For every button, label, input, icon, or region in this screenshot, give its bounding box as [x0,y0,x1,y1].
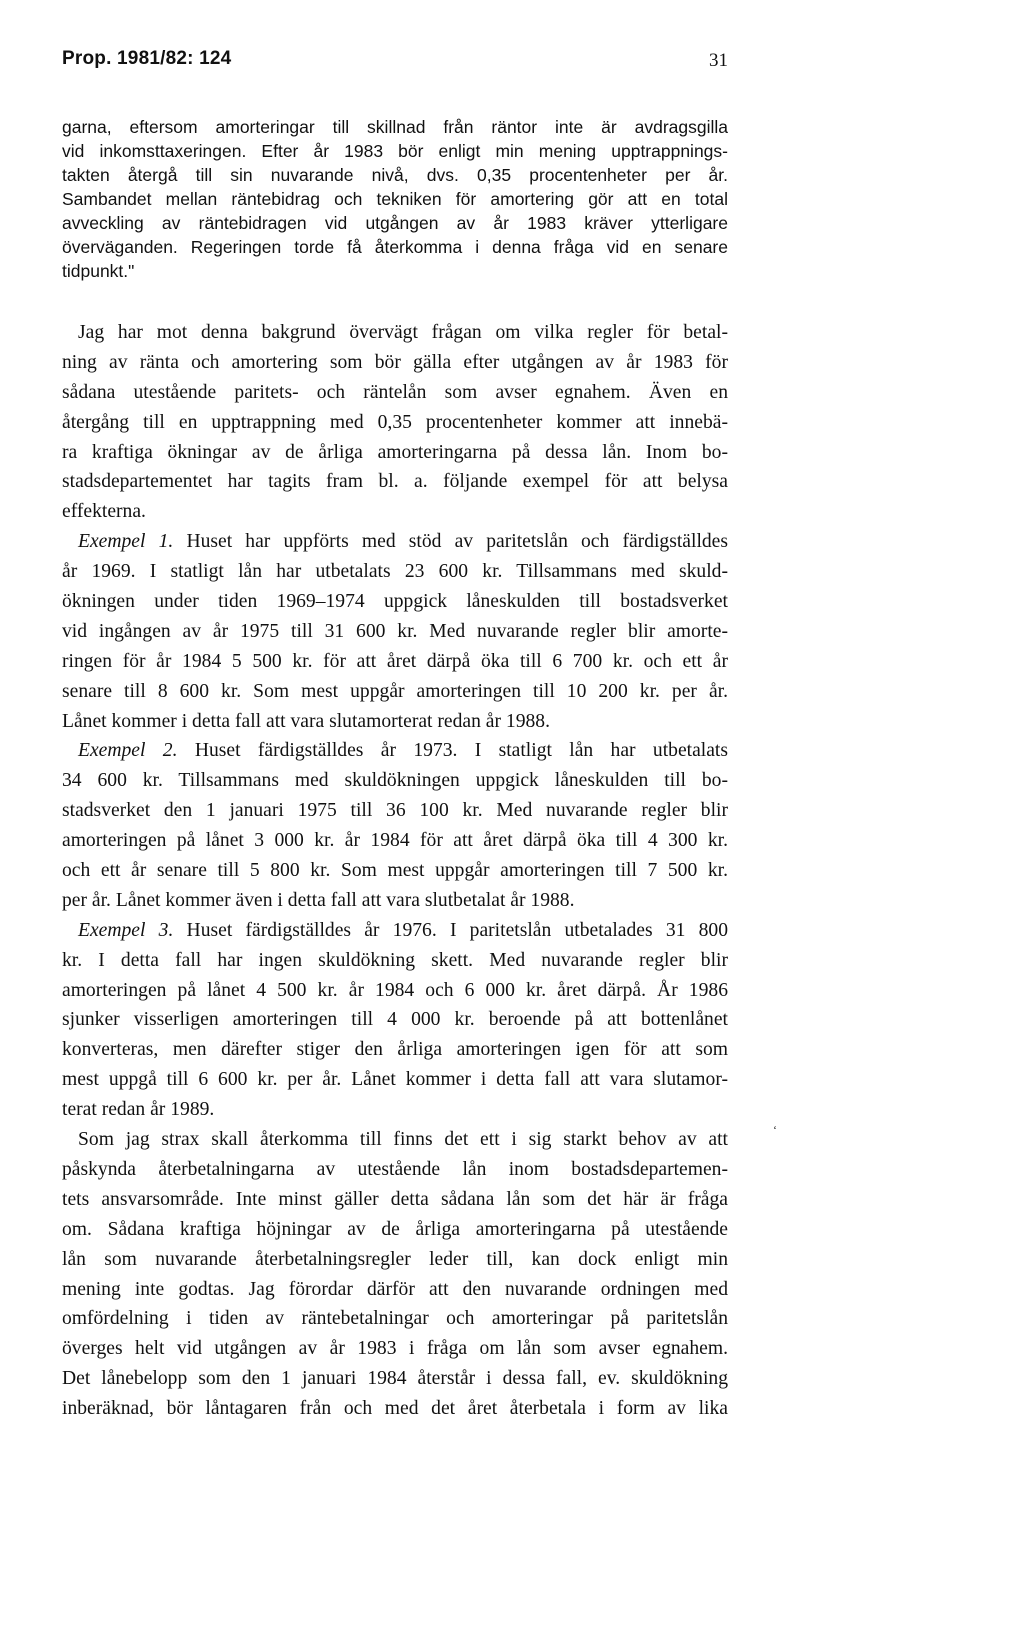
text-line [62,707,728,737]
line-text: kr. I detta fall har ingen skuldökning skett. Med nuvarande regler blir [62,949,728,971]
text-line [62,796,728,826]
text-line [62,677,728,707]
body-text [62,318,728,1424]
line-text: Sambandet mellan räntebidrag och tekniken för amortering gör att en total [62,189,728,209]
quote-line [62,139,728,163]
line-text: mening inte godtas. Jag förordar därför att den nuvarande ordningen med [62,1278,728,1300]
text-line [62,1215,728,1245]
line-text: och ett år senare till 5 800 kr. Som mest uppgår amorteringen till 7 500 kr. [62,860,728,882]
line-text: överges helt vid utgången av år 1983 i fråga om lån som avser egnahem. [62,1338,728,1360]
text-line [62,1394,728,1424]
text-line [62,946,728,976]
text-line [62,527,728,557]
text-line [62,886,728,916]
line-text: 34 600 kr. Tillsammans med skuldökningen uppgick låneskulden till bo- [62,770,728,792]
line-text: ra kraftiga ökningar av de årliga amorteringarna på dessa lån. Inom bo- [62,441,728,463]
text-line [62,736,728,766]
line-text: ning av ränta och amortering som bör gälla efter utgången av år 1983 för [62,351,728,373]
line-text: per år. Lånet kommer även i detta fall att vara slutbetalat år 1988. [62,889,575,911]
text-line [62,1095,728,1125]
quoted-passage [62,115,728,283]
line-text: effekterna. [62,501,146,523]
page-header [62,48,728,78]
line-text: Lånet kommer i detta fall att vara slutamorterat redan år 1988. [62,710,551,732]
text-line [62,617,728,647]
line-text: omfördelning i tiden av räntebetalningar och amorteringar på paritetslån [62,1308,728,1330]
text-line [62,916,728,946]
text-line [62,348,728,378]
example-label: Exempel 3. [78,919,174,941]
line-text: ringen för år 1984 5 500 kr. för att året därpå öka till 6 700 kr. och ett år [62,650,728,672]
line-text: påskynda återbetalningarna av utestående lån inom bostadsdepartemen- [62,1158,728,1180]
text-line [62,438,728,468]
line-text: garna, eftersom amorteringar till skillnad från räntor inte är avdragsgilla [62,117,728,137]
line-text: senare till 8 600 kr. Som mest uppgår amorteringen till 10 200 kr. per år. [62,680,728,702]
line-text: konverteras, men därefter stiger den årliga amorteringen igen för att som [62,1039,728,1061]
text-line [62,856,728,886]
line-text: amorteringen på lånet 4 500 kr. år 1984 och 6 000 kr. året därpå. År 1986 [62,979,728,1001]
scan-speck: ‘ [773,1123,777,1137]
quote-line [62,163,728,187]
line-text: lån som nuvarande återbetalningsregler leder till, kan dock enligt min [62,1248,728,1270]
quote-line [62,235,728,259]
line-text: Huset färdigställdes år 1973. I statligt lån har utbetalats [177,740,728,762]
text-line [62,1364,728,1394]
line-text: år 1969. I statligt lån har utbetalats 23 600 kr. Tillsammans med skuld- [62,561,728,583]
text-line [62,318,728,348]
line-text: stadsverket den 1 januari 1975 till 36 100 kr. Med nuvarande regler blir [62,800,728,822]
text-line [62,378,728,408]
text-line [62,1125,728,1155]
text-line [62,1155,728,1185]
text-line [62,1334,728,1364]
line-text: om. Sådana kraftiga höjningar av de årliga amorteringarna på utestående [62,1218,728,1240]
line-text: stadsdepartementet har tagits fram bl. a. följande exempel för att belysa [62,471,728,493]
text-line [62,587,728,617]
example-label: Exempel 1. [78,531,174,553]
line-text: Som jag strax skall återkomma till finns det ett i sig starkt behov av att [78,1129,728,1151]
text-line [62,1005,728,1035]
text-line [62,497,728,527]
line-text: ökningen under tiden 1969–1974 uppgick låneskulden till bostadsverket [62,591,728,613]
line-text: inberäknad, bör låntagaren från och med det året återbetala i form av lika [62,1398,728,1420]
example-label: Exempel 2. [78,740,178,762]
text-line [62,766,728,796]
text-line [62,557,728,587]
text-line [62,1185,728,1215]
page-number: 31 [709,50,728,71]
line-text: Huset färdigställdes år 1976. I paritetslån utbetalades 31 800 [173,919,729,941]
text-line [62,408,728,438]
line-text: sjunker visserligen amorteringen till 4 000 kr. beroende på att bottenlånet [62,1009,728,1031]
line-text: tidpunkt." [62,261,135,281]
line-text: mest uppgå till 6 600 kr. per år. Lånet kommer i detta fall att vara slutamor- [62,1069,728,1091]
text-line [62,1304,728,1334]
text-line [62,1245,728,1275]
line-text: vid ingången av år 1975 till 31 600 kr. Med nuvarande regler blir amorte- [62,620,728,642]
line-text: terat redan år 1989. [62,1099,215,1121]
line-text: sådana utestående paritets- och räntelån som avser egnahem. Även en [62,381,728,403]
quote-line [62,259,728,283]
line-text: Huset har uppförts med stöd av paritetslån och färdigställdes [173,531,729,553]
text-line [62,976,728,1006]
line-text: amorteringen på lånet 3 000 kr. år 1984 för att året därpå öka till 4 300 kr. [62,830,728,852]
text-line [62,1065,728,1095]
line-text: takten återgå till sin nuvarande nivå, dvs. 0,35 procentenheter per år. [62,165,728,185]
line-text: återgång till en upptrappning med 0,35 procentenheter kommer att innebä- [62,411,728,433]
line-text: avveckling av räntebidragen vid utgången av år 1983 kräver ytterligare [62,213,728,233]
text-line [62,647,728,677]
line-text: vid inkomsttaxeringen. Efter år 1983 bör enligt min mening upptrappnings- [62,141,728,161]
text-line [62,1035,728,1065]
text-line [62,467,728,497]
quote-line [62,187,728,211]
quote-line [62,115,728,139]
text-line [62,826,728,856]
quote-line [62,211,728,235]
line-text: Det lånebelopp som den 1 januari 1984 återstår i dessa fall, ev. skuldökning [62,1368,728,1390]
document-reference: Prop. 1981/82: 124 [62,48,232,69]
line-text: överväganden. Regeringen torde få återkomma i denna fråga vid en senare [62,237,728,257]
line-text: Jag har mot denna bakgrund övervägt frågan om vilka regler för betal- [78,322,728,343]
text-line [62,1275,728,1305]
line-text: tets ansvarsområde. Inte minst gäller detta sådana lån som det här är fråga [62,1188,728,1210]
